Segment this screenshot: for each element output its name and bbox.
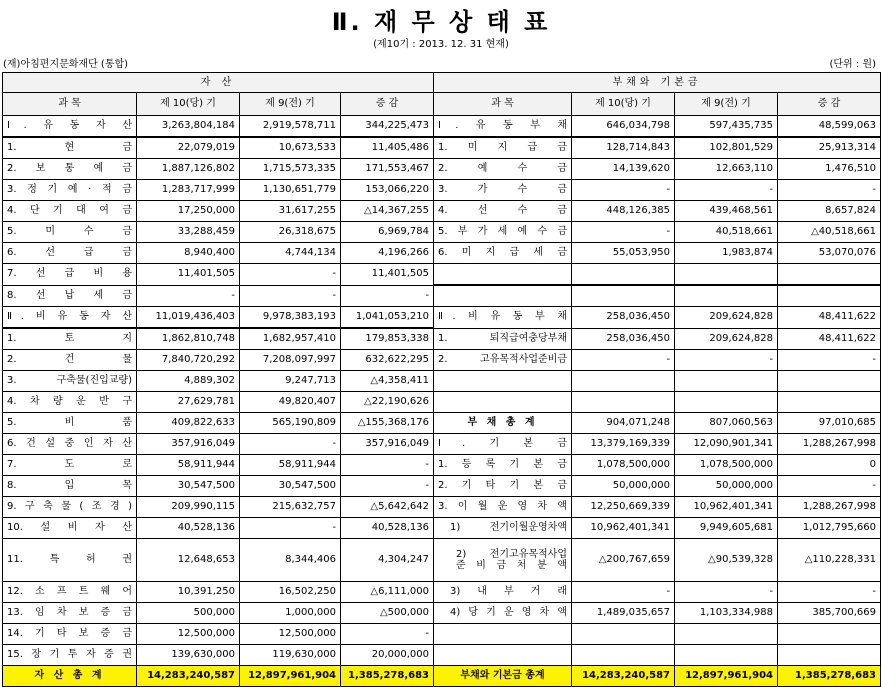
asset-current-value: 1,862,810,748 xyxy=(137,328,240,350)
table-row xyxy=(3,392,881,413)
asset-account-label: 7. 선 급 비 용 xyxy=(3,264,137,286)
asset-change-value: - xyxy=(341,285,434,307)
liability-current-value: 50,000,000 xyxy=(572,476,675,497)
liability-account-label: 2) 전기고유목적사업 준 비 금 처 분 액 xyxy=(434,539,572,582)
asset-current-value: 30,547,500 xyxy=(137,476,240,497)
asset-prior-value: 7,208,097,997 xyxy=(240,350,341,371)
table-row xyxy=(3,434,881,455)
asset-current-value: 357,916,049 xyxy=(137,434,240,455)
asset-change-value: - xyxy=(341,624,434,645)
asset-current-value: 1,283,717,999 xyxy=(137,180,240,201)
liability-prior-value: - xyxy=(675,582,778,603)
asset-account-label: 12. 소 프 트 웨 어 xyxy=(3,582,137,603)
liability-change-value: - xyxy=(778,350,881,371)
asset-account-label: 8. 입 목 xyxy=(3,476,137,497)
liability-prior-value: 12,090,901,341 xyxy=(675,434,778,455)
asset-prior-value: 30,547,500 xyxy=(240,476,341,497)
column-header: 증 감 xyxy=(778,93,881,116)
column-header: 제 9(전) 기 xyxy=(240,93,341,116)
liability-current-value: 13,379,169,339 xyxy=(572,434,675,455)
asset-prior-value: - xyxy=(240,264,341,286)
asset-account-label: 4. 차 량 운 반 구 xyxy=(3,392,137,413)
empty-cell xyxy=(675,371,778,392)
column-header: 과 목 xyxy=(3,93,137,116)
liability-current-value: 904,071,248 xyxy=(572,413,675,434)
empty-cell xyxy=(572,645,675,666)
empty-cell xyxy=(572,285,675,307)
asset-change-value: 357,916,049 xyxy=(341,434,434,455)
totals-row xyxy=(3,666,881,687)
liability-change-value: - xyxy=(778,180,881,201)
asset-change-value: 20,000,000 xyxy=(341,645,434,666)
table-row xyxy=(3,116,881,138)
assets-total-change: 1,385,278,683 xyxy=(341,666,434,687)
asset-account-label: 3. 구축물(진입교량) xyxy=(3,371,137,392)
asset-change-value: 11,405,486 xyxy=(341,137,434,159)
column-header: 증 감 xyxy=(341,93,434,116)
currency-unit: (단위 : 원) xyxy=(829,59,876,70)
liability-prior-value: 209,624,828 xyxy=(675,307,778,329)
liability-change-value: 385,700,669 xyxy=(778,603,881,624)
liability-change-value: △40,518,661 xyxy=(778,222,881,243)
liability-current-value: - xyxy=(572,222,675,243)
asset-change-value: △6,111,000 xyxy=(341,582,434,603)
asset-account-label: 1. 현 금 xyxy=(3,137,137,159)
empty-cell xyxy=(572,264,675,286)
table-row xyxy=(3,413,881,434)
liability-prior-value: 102,801,529 xyxy=(675,137,778,159)
liability-current-value: - xyxy=(572,582,675,603)
table-row xyxy=(3,497,881,518)
liability-prior-value: △90,539,328 xyxy=(675,539,778,582)
asset-account-label: 7. 도 로 xyxy=(3,455,137,476)
asset-change-value: 153,066,220 xyxy=(341,180,434,201)
table-row xyxy=(3,624,881,645)
liability-current-value: 1,489,035,657 xyxy=(572,603,675,624)
asset-account-label: 13. 임 차 보 증 금 xyxy=(3,603,137,624)
asset-account-label: 15. 장 기 투 자 증 권 xyxy=(3,645,137,666)
liability-change-value: 1,288,267,998 xyxy=(778,434,881,455)
liability-prior-value: 597,435,735 xyxy=(675,116,778,138)
liability-account-label: 1. 등 록 기 본 금 xyxy=(434,455,572,476)
liability-current-value: 12,250,669,339 xyxy=(572,497,675,518)
liability-current-value: △200,767,659 xyxy=(572,539,675,582)
liability-account-label: 1) 전기이월운영차액 xyxy=(434,518,572,539)
liabilities-section-header: 부채와 기본금 xyxy=(434,73,881,93)
liability-account-label: Ⅱ. 비 유 동 부 채 xyxy=(434,307,572,329)
liability-change-value: 25,913,314 xyxy=(778,137,881,159)
asset-current-value: 12,500,000 xyxy=(137,624,240,645)
liability-change-value: 0 xyxy=(778,455,881,476)
empty-cell xyxy=(675,264,778,286)
asset-prior-value: 1,000,000 xyxy=(240,603,341,624)
liability-account-label: Ⅰ. 기 본 금 xyxy=(434,434,572,455)
liability-change-value: - xyxy=(778,476,881,497)
asset-current-value: 22,079,019 xyxy=(137,137,240,159)
empty-cell xyxy=(675,624,778,645)
liability-account-label: 3. 이 월 운 영 차 액 xyxy=(434,497,572,518)
liability-change-value: △110,228,331 xyxy=(778,539,881,582)
liabilities-total-label: 부채와 기본금 총계 xyxy=(434,666,572,687)
empty-cell xyxy=(434,392,572,413)
liabilities-total-prior: 12,897,961,904 xyxy=(675,666,778,687)
asset-prior-value: 1,130,651,779 xyxy=(240,180,341,201)
liability-change-value: 48,411,622 xyxy=(778,307,881,329)
empty-cell xyxy=(778,392,881,413)
asset-current-value: 10,391,250 xyxy=(137,582,240,603)
empty-cell xyxy=(675,285,778,307)
empty-cell xyxy=(778,285,881,307)
asset-current-value: 12,648,653 xyxy=(137,539,240,582)
assets-total-prior: 12,897,961,904 xyxy=(240,666,341,687)
liability-change-value: 8,657,824 xyxy=(778,201,881,222)
table-row xyxy=(3,180,881,201)
liability-account-label: 6. 미 지 급 세 금 xyxy=(434,243,572,264)
column-header: 제 10(당) 기 xyxy=(137,93,240,116)
asset-account-label: 9. 구 축 물 ( 조 경 ) xyxy=(3,497,137,518)
table-row xyxy=(3,350,881,371)
empty-cell xyxy=(434,645,572,666)
column-header: 제 10(당) 기 xyxy=(572,93,675,116)
asset-change-value: △155,368,176 xyxy=(341,413,434,434)
asset-current-value: 3,263,804,184 xyxy=(137,116,240,138)
asset-prior-value: - xyxy=(240,285,341,307)
asset-prior-value: 10,673,533 xyxy=(240,137,341,159)
empty-cell xyxy=(572,371,675,392)
liability-account-label: 3. 가 수 금 xyxy=(434,180,572,201)
liability-account-label: 1. 퇴직급여충당부채 xyxy=(434,328,572,350)
empty-cell xyxy=(434,624,572,645)
asset-current-value: 139,630,000 xyxy=(137,645,240,666)
asset-change-value: 171,553,467 xyxy=(341,159,434,180)
asset-change-value: - xyxy=(341,476,434,497)
empty-cell xyxy=(572,624,675,645)
asset-change-value: 344,225,473 xyxy=(341,116,434,138)
liability-current-value: 646,034,798 xyxy=(572,116,675,138)
asset-account-label: 8. 선 납 세 금 xyxy=(3,285,137,307)
table-row xyxy=(3,201,881,222)
empty-cell xyxy=(572,392,675,413)
liability-change-value: 1,476,510 xyxy=(778,159,881,180)
liability-current-value: 10,962,401,341 xyxy=(572,518,675,539)
asset-change-value: △5,642,642 xyxy=(341,497,434,518)
asset-prior-value: 12,500,000 xyxy=(240,624,341,645)
asset-prior-value: 9,978,383,193 xyxy=(240,307,341,329)
empty-cell xyxy=(675,645,778,666)
liability-change-value: 48,599,063 xyxy=(778,116,881,138)
balance-sheet-table xyxy=(2,72,881,687)
asset-current-value: 500,000 xyxy=(137,603,240,624)
asset-prior-value: - xyxy=(240,518,341,539)
liability-change-value: 97,010,685 xyxy=(778,413,881,434)
liability-account-label: Ⅰ. 유 동 부 채 xyxy=(434,116,572,138)
asset-prior-value: 4,744,134 xyxy=(240,243,341,264)
liability-account-label: 1. 미 지 급 금 xyxy=(434,137,572,159)
asset-change-value: 11,401,505 xyxy=(341,264,434,286)
asset-prior-value: 2,919,578,711 xyxy=(240,116,341,138)
asset-change-value: △4,358,411 xyxy=(341,371,434,392)
liability-account-label: 부 채 총 계 xyxy=(434,413,572,434)
empty-cell xyxy=(778,645,881,666)
liability-prior-value: 807,060,563 xyxy=(675,413,778,434)
asset-change-value: 632,622,295 xyxy=(341,350,434,371)
asset-change-value: - xyxy=(341,455,434,476)
table-row xyxy=(3,582,881,603)
asset-account-label: 14. 기 타 보 증 금 xyxy=(3,624,137,645)
liability-current-value: 55,053,950 xyxy=(572,243,675,264)
asset-account-label: Ⅱ. 비 유 동 자 산 xyxy=(3,307,137,329)
table-row xyxy=(3,603,881,624)
liability-account-label: 3) 내 부 거 래 xyxy=(434,582,572,603)
table-row xyxy=(3,455,881,476)
asset-prior-value: 31,617,255 xyxy=(240,201,341,222)
table-row xyxy=(3,539,881,582)
asset-change-value: 40,528,136 xyxy=(341,518,434,539)
liability-prior-value: - xyxy=(675,180,778,201)
liability-account-label: 2. 고유목적사업준비금 xyxy=(434,350,572,371)
asset-prior-value: 9,247,713 xyxy=(240,371,341,392)
asset-current-value: 209,990,115 xyxy=(137,497,240,518)
asset-current-value: 4,889,302 xyxy=(137,371,240,392)
asset-current-value: - xyxy=(137,285,240,307)
asset-account-label: 6. 선 급 금 xyxy=(3,243,137,264)
empty-cell xyxy=(778,371,881,392)
table-row xyxy=(3,264,881,286)
liability-change-value: 1,288,267,998 xyxy=(778,497,881,518)
table-row xyxy=(3,476,881,497)
empty-cell xyxy=(434,371,572,392)
table-row xyxy=(3,328,881,350)
page-title: Ⅱ. 재 무 상 태 표 xyxy=(331,8,551,36)
asset-current-value: 27,629,781 xyxy=(137,392,240,413)
liability-prior-value: 1,078,500,000 xyxy=(675,455,778,476)
asset-account-label: Ⅰ. 유 동 자 산 xyxy=(3,116,137,138)
asset-current-value: 17,250,000 xyxy=(137,201,240,222)
table-row xyxy=(3,243,881,264)
asset-prior-value: 1,715,573,335 xyxy=(240,159,341,180)
asset-prior-value: 16,502,250 xyxy=(240,582,341,603)
organization-name: (재)아침편지문화재단 (통합) xyxy=(3,59,129,70)
asset-prior-value: 215,632,757 xyxy=(240,497,341,518)
liability-prior-value: 439,468,561 xyxy=(675,201,778,222)
column-header: 과 목 xyxy=(434,93,572,116)
liability-prior-value: 50,000,000 xyxy=(675,476,778,497)
asset-account-label: 10. 설 비 자 산 xyxy=(3,518,137,539)
asset-change-value: 179,853,338 xyxy=(341,328,434,350)
table-row xyxy=(3,371,881,392)
asset-prior-value: 8,344,406 xyxy=(240,539,341,582)
asset-account-label: 2. 보 통 예 금 xyxy=(3,159,137,180)
table-row xyxy=(3,645,881,666)
liability-change-value: 48,411,622 xyxy=(778,328,881,350)
asset-change-value: △500,000 xyxy=(341,603,434,624)
asset-change-value: 4,196,266 xyxy=(341,243,434,264)
empty-cell xyxy=(434,285,572,307)
liability-prior-value: - xyxy=(675,350,778,371)
asset-account-label: 11. 특 허 권 xyxy=(3,539,137,582)
liability-account-label: 5. 부 가 세 예 수 금 xyxy=(434,222,572,243)
liability-change-value: 53,070,076 xyxy=(778,243,881,264)
liability-current-value: 258,036,450 xyxy=(572,328,675,350)
asset-account-label: 5. 미 수 금 xyxy=(3,222,137,243)
liability-prior-value: 1,103,334,988 xyxy=(675,603,778,624)
table-row xyxy=(3,285,881,307)
asset-prior-value: 58,911,944 xyxy=(240,455,341,476)
asset-change-value: 1,041,053,210 xyxy=(341,307,434,329)
table-row xyxy=(3,137,881,159)
asset-account-label: 6. 건 설 중 인 자 산 xyxy=(3,434,137,455)
asset-change-value: 4,304,247 xyxy=(341,539,434,582)
liability-current-value: - xyxy=(572,350,675,371)
liability-account-label: 2. 예 수 금 xyxy=(434,159,572,180)
empty-cell xyxy=(778,624,881,645)
liability-account-label: 4) 당 기 운 영 차 액 xyxy=(434,603,572,624)
asset-account-label: 1. 토 지 xyxy=(3,328,137,350)
report-date: (제10기 : 2013. 12. 31 현재) xyxy=(373,39,509,50)
asset-change-value: △22,190,626 xyxy=(341,392,434,413)
empty-cell xyxy=(675,392,778,413)
empty-cell xyxy=(778,264,881,286)
asset-prior-value: 119,630,000 xyxy=(240,645,341,666)
liability-prior-value: 9,949,605,681 xyxy=(675,518,778,539)
asset-prior-value: 26,318,675 xyxy=(240,222,341,243)
liability-prior-value: 10,962,401,341 xyxy=(675,497,778,518)
asset-current-value: 7,840,720,292 xyxy=(137,350,240,371)
liability-current-value: 448,126,385 xyxy=(572,201,675,222)
assets-total-current: 14,283,240,587 xyxy=(137,666,240,687)
liability-prior-value: 12,663,110 xyxy=(675,159,778,180)
asset-current-value: 11,019,436,403 xyxy=(137,307,240,329)
asset-prior-value: - xyxy=(240,434,341,455)
column-header: 제 9(전) 기 xyxy=(675,93,778,116)
table-row xyxy=(3,222,881,243)
liabilities-total-change: 1,385,278,683 xyxy=(778,666,881,687)
asset-prior-value: 49,820,407 xyxy=(240,392,341,413)
table-row xyxy=(3,159,881,180)
asset-current-value: 1,887,126,802 xyxy=(137,159,240,180)
asset-change-value: 6,969,784 xyxy=(341,222,434,243)
asset-account-label: 2. 건 물 xyxy=(3,350,137,371)
asset-current-value: 58,911,944 xyxy=(137,455,240,476)
liability-current-value: 1,078,500,000 xyxy=(572,455,675,476)
asset-account-label: 3. 정 기 예 · 적 금 xyxy=(3,180,137,201)
asset-prior-value: 565,190,809 xyxy=(240,413,341,434)
liability-account-label: 2. 기 타 기 본 금 xyxy=(434,476,572,497)
asset-current-value: 11,401,505 xyxy=(137,264,240,286)
asset-prior-value: 1,682,957,410 xyxy=(240,328,341,350)
liability-prior-value: 1,983,874 xyxy=(675,243,778,264)
asset-current-value: 33,288,459 xyxy=(137,222,240,243)
liability-prior-value: 40,518,661 xyxy=(675,222,778,243)
liability-current-value: 14,139,620 xyxy=(572,159,675,180)
liability-account-label: 4. 선 수 금 xyxy=(434,201,572,222)
table-row xyxy=(3,518,881,539)
liability-current-value: 258,036,450 xyxy=(572,307,675,329)
liability-current-value: - xyxy=(572,180,675,201)
asset-account-label: 5. 비 품 xyxy=(3,413,137,434)
asset-account-label: 4. 단 기 대 여 금 xyxy=(3,201,137,222)
asset-current-value: 409,822,633 xyxy=(137,413,240,434)
empty-cell xyxy=(434,264,572,286)
asset-current-value: 8,940,400 xyxy=(137,243,240,264)
liability-change-value: - xyxy=(778,582,881,603)
liabilities-total-current: 14,283,240,587 xyxy=(572,666,675,687)
assets-total-label: 자 산 총 계 xyxy=(3,666,137,687)
liability-prior-value: 209,624,828 xyxy=(675,328,778,350)
table-row xyxy=(3,307,881,329)
asset-change-value: △14,367,255 xyxy=(341,201,434,222)
assets-section-header: 자 산 xyxy=(3,73,434,93)
asset-current-value: 40,528,136 xyxy=(137,518,240,539)
liability-change-value: 1,012,795,660 xyxy=(778,518,881,539)
liability-current-value: 128,714,843 xyxy=(572,137,675,159)
